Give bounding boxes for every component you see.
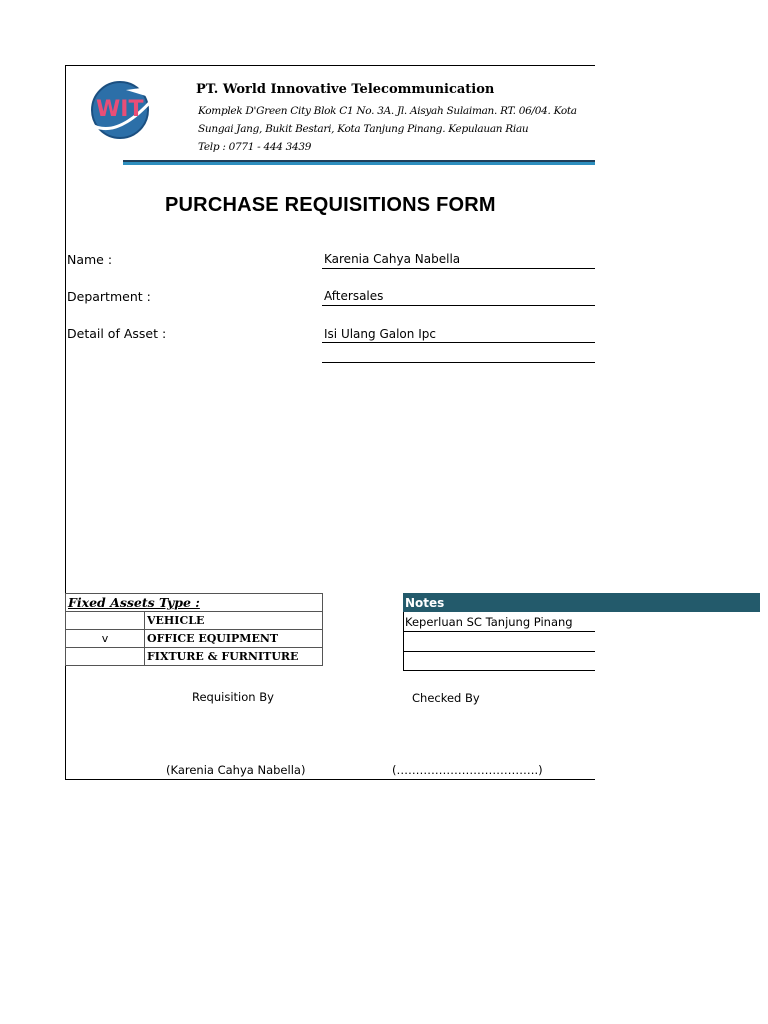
form-title: PURCHASE REQUISITIONS FORM (165, 194, 496, 216)
fixed-assets-title-cell (66, 594, 323, 612)
asset-underline (322, 342, 595, 343)
fixed-assets-title: Fixed Assets Type : (68, 595, 200, 610)
asset-check-cell[interactable] (66, 612, 145, 630)
asset-type-cell: OFFICE EQUIPMENT (145, 630, 323, 648)
table-row (66, 630, 323, 648)
note-line-1[interactable]: Keperluan SC Tanjung Pinang (405, 615, 573, 629)
name-underline (322, 268, 595, 269)
notes-row-divider (403, 631, 595, 632)
company-name: PT. World Innovative Telecommunication (196, 82, 495, 97)
notes-row-divider (403, 651, 595, 652)
logo-lettering: WIT (96, 97, 144, 122)
requisition-signature-name: (Karenia Cahya Nabella) (166, 763, 306, 777)
sheet-border-bottom (65, 779, 595, 780)
requisition-by-label: Requisition By (192, 690, 274, 704)
name-value[interactable]: Karenia Cahya Nabella (324, 252, 461, 266)
asset-check-cell[interactable] (66, 648, 145, 666)
company-address-line2: Sungai Jang, Bukit Bestari, Kota Tanjung Pinang. Kepulauan Riau (198, 123, 529, 135)
department-underline (322, 305, 595, 306)
notes-row-divider (403, 670, 595, 671)
company-logo (86, 78, 158, 140)
sheet-border-left (65, 65, 66, 780)
department-label: Department : (67, 289, 151, 304)
table-row (66, 648, 323, 666)
name-label: Name : (67, 252, 113, 267)
sheet-border-top (65, 65, 595, 66)
asset-type-cell: FIXTURE & FURNITURE (145, 648, 323, 666)
asset-value[interactable]: Isi Ulang Galon Ipc (324, 327, 436, 341)
notes-header (403, 593, 760, 612)
header-divider-blue (123, 162, 595, 165)
asset-underline-2 (322, 362, 595, 363)
checked-by-label: Checked By (412, 691, 480, 705)
company-address-line1: Komplek D'Green City Blok C1 No. 3A. Jl. Aisyah Sulaiman. RT. 06/04. Kota (198, 105, 577, 117)
department-value[interactable]: Aftersales (324, 289, 384, 303)
asset-type-cell: VEHICLE (145, 612, 323, 630)
asset-check-cell[interactable]: v (66, 630, 145, 648)
asset-label: Detail of Asset : (67, 326, 167, 341)
fixed-assets-table (65, 593, 323, 666)
table-row (66, 612, 323, 630)
notes-label: Notes (405, 596, 445, 610)
checked-signature-name: (……………………………….) (392, 763, 543, 777)
company-phone: Telp : 0771 - 444 3439 (198, 141, 312, 153)
